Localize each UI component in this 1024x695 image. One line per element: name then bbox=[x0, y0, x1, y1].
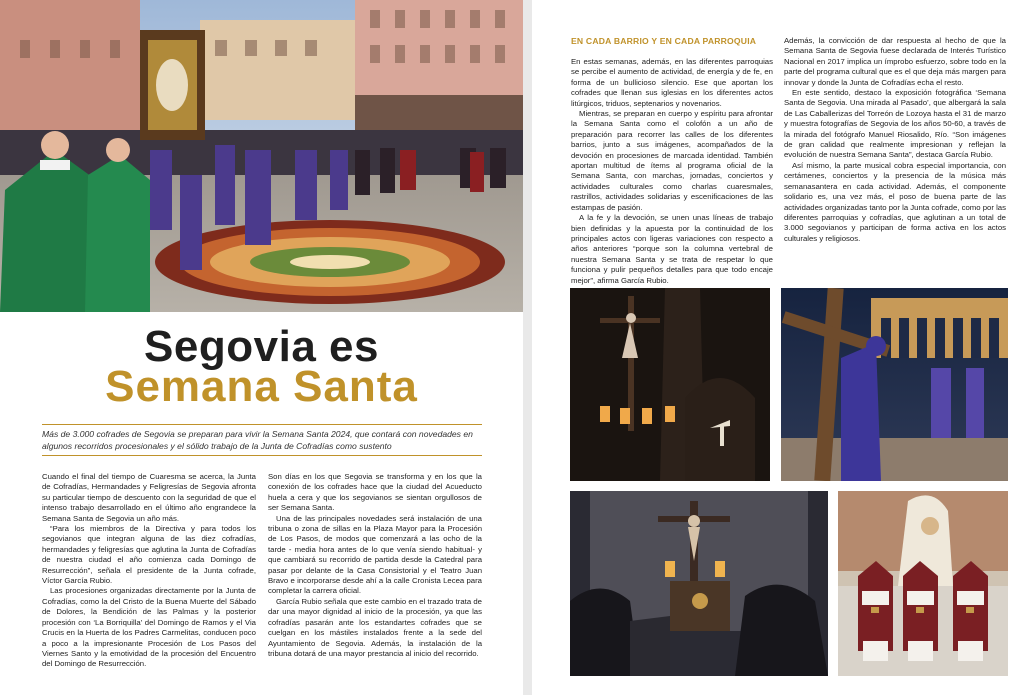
article-column-2 bbox=[268, 472, 482, 659]
crucifix-night-photo bbox=[570, 288, 770, 481]
paragraph: García Rubio señala que este cambio en el trazado trata de dar una mayor dignidad al inicio de la procesión, ya que las cofradías pasarán ante los estandartes cofrades que se cuelgan en los mástiles instalados frente a la sede del Ayuntamiento de Segovia. Además, la instalación de la tribuna dotará de una mayor prestancia al inicio del recorrido. bbox=[268, 596, 482, 658]
children-procession-photo bbox=[838, 491, 1008, 676]
section-heading: EN CADA BARRIO Y EN CADA PARROQUIA bbox=[571, 36, 757, 46]
lead-bottom-rule bbox=[42, 455, 482, 456]
paragraph: A la fe y la devoción, se unen unas líneas de trabajo bien definidas y la apuesta por la continuidad de los principales actos con ligeras variaciones con respecto a años anteriores “porque son la columna vertebral de nuestra Semana Santa y se trata de respetar lo que funciona y pulir pequeños detalles para que todo encaje mejor”, afirma García Rubio. bbox=[571, 213, 773, 285]
paragraph: Las procesiones organizadas directamente por la Junta de Cofradías, como la del Cristo de la Buena Muerte del Sábado de Dolores, la Bendición de las Palmas y la posterior procesión con ‘La Borriquilla’ del Domingo de Ramos y el Via Crucis en la Huerta de los Padres Carmelitas, conducen poco a poco a la impresionante Procesión de Los Pasos del Viernes Santo y la emotividad de la procesión del Encuentro del Domingo de Resurrección. bbox=[42, 586, 256, 669]
article-column-3 bbox=[571, 57, 773, 286]
paragraph: Una de las principales novedades será instalación de una tribuna o zona de sillas en la Plaza Mayor para la Procesión de Los Pasos, de modos que comenzará a las ocho de la tarde - media hora antes de lo que venía siendo habitual- y que cambiará su recorrido de partida desde la Catedral para pasar por delante de la Casa Consistorial y el Teatro Juan Bravo e incorporarse desde ahí a la calle Cronista Lecea para completar la carrera oficial. bbox=[268, 513, 482, 596]
paragraph: Mientras, se preparan en cuerpo y espíritu para afrontar la Semana Santa como el colofón a un año de preparación para recorrer las calles de los diferentes barrios, junto a sus imágenes, acompañados de la devoción en procesiones de marcada identidad. También aportan multitud de ítems al programa oficial de la Semana Santa, con marchas, jornadas, conciertos y actividades culturales como charlas cuaresmales, rastrillos, actividades solidarias y escenificaciones de las estampas de pasión. bbox=[571, 109, 773, 212]
paragraph: Además, la convicción de dar respuesta al hecho de que la Semana Santa de Segovia fuese declarada de Interés Turístico Nacional en 2017 implica un ímprobo esfuerzo, sobre todo en la parte del programa cultural que es el que deja más margen para innovar y donde la Junta de Cofradías echa el resto. bbox=[784, 36, 1006, 87]
headline-line-1: Segovia es bbox=[144, 322, 379, 371]
paragraph: En estas semanas, además, en las diferentes parroquias se percibe el aumento de actividad, de energía y de fe, en forma de un bullicioso silencio. Ese que aportan los cofrades que llenan sus iglesias en los diferentes actos litúrgicos, triduos, septenarios y novenarios. bbox=[571, 57, 773, 108]
paragraph: Son días en los que Segovia se transforma y en los que la conexión de los cofrades hace que la ciudad del Acueducto huela a cera y que los segovianos se sientan orgullosos de ser Semana Santa. bbox=[268, 472, 482, 513]
procession-photo bbox=[0, 0, 523, 312]
article-column-1 bbox=[42, 472, 256, 670]
headline-line-2: Semana Santa bbox=[105, 362, 418, 411]
paragraph: Cuando el final del tiempo de Cuaresma se acerca, la Junta de Cofradías, Hermandades y Feligresías de Segovia afronta su particular tiempo de descuento con la seguridad de que el intenso trabajo desarrollado en el último año engrandece la Semana Santa de Segovia un año más. bbox=[42, 472, 256, 523]
paragraph: En este sentido, destaco la exposición fotográfica ‘Semana Santa de Segovia. Una mirada al Pasado’, que albergará la sala de Las Caballerizas del Torreón de Lozoya hasta el 31 de marzo y muestra fotografías de Segovia de los años 50-60, a través de la mirada del fotógrafo Manuel Riosalido, Río. “Son imágenes de gran calidad que realmente impresionan y reflejan la evolución de nuestra Semana Santa”, destaca García Rubio. bbox=[784, 88, 1006, 160]
lead-paragraph: Más de 3.000 cofrades de Segovia se preparan para vivir la Semana Santa 2024, que contará con novedades en algunos recorridos procesionales y el sólido trabajo de la Junta de Cofradías como sustento bbox=[42, 429, 473, 451]
cross-bearer-photo bbox=[781, 288, 1008, 481]
paragraph: Así mismo, la parte musical cobra especial importancia, con certámenes, conciertos y la presencia de la música más semanasantera en cada actividad. Además, el componente solidario es, una vez más, el poso de buena parte de las actividades organizadas tanto por la Junta cofrade, como por las diferentes parroquias y cofradías, que aglutinan a un total de 3.000 segovianos y participan de forma activa en los actos culturales y religiosos. bbox=[784, 160, 1006, 243]
lead-top-rule bbox=[42, 424, 482, 425]
altar-crucifix-photo bbox=[570, 491, 828, 676]
article-column-4 bbox=[784, 36, 1006, 244]
paragraph: “Para los miembros de la Directiva y para todos los segovianos que integran alguna de las diez cofradías, hermandades y feligresías que aglutina la Junta de Cofradías de nuestra ciudad el año comienza cada Domingo de Resurrección”, señala el presidente de la Junta cofrade, Víctor García Rubio. bbox=[42, 524, 256, 586]
